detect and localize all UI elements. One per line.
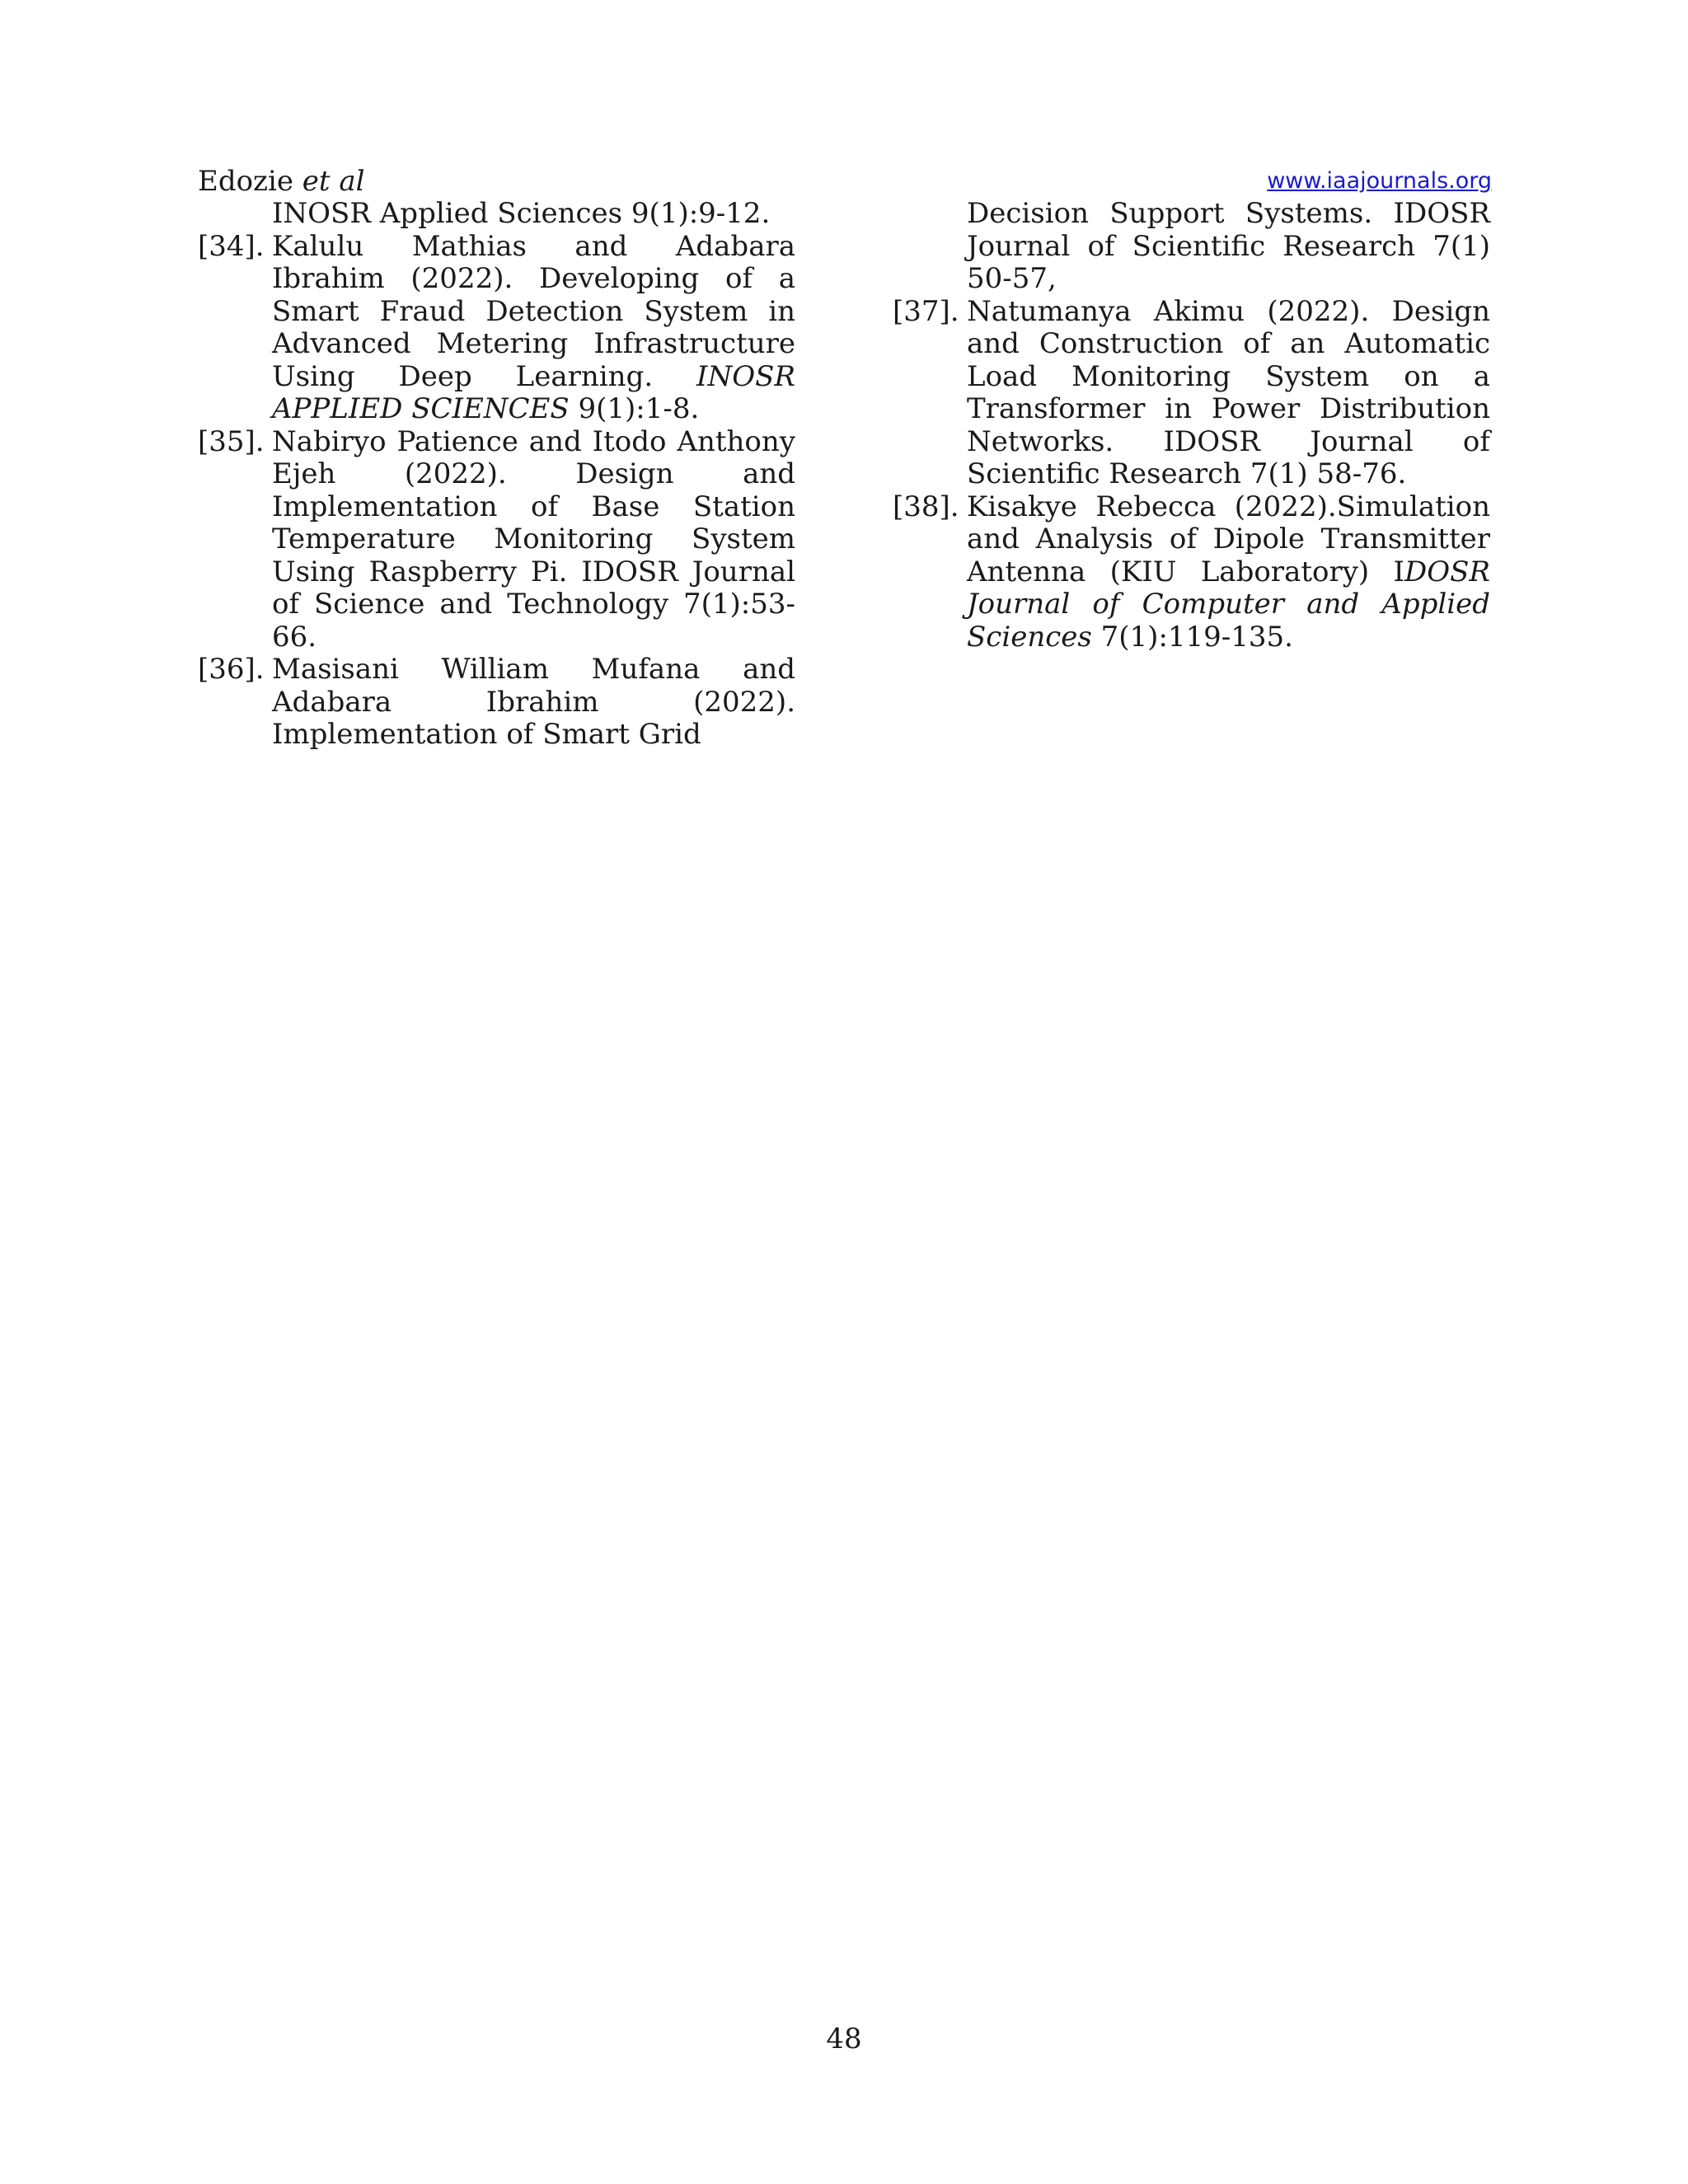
reference-item-34 (198, 231, 795, 426)
reference-text-tail: 9(1):1-8. (569, 392, 700, 425)
running-header-author (198, 163, 365, 199)
reference-continuation: INOSR Applied Sciences 9(1):9-12. (272, 197, 771, 230)
reference-text: Masisani William Mufana and Adabara Ibrahim (2022). Implementation of Smart Grid (272, 653, 795, 751)
reference-number: [35]. (198, 424, 265, 458)
reference-journal-italic: DOSR Journal of Computer and Applied Sciences (967, 555, 1490, 654)
reference-item-37 (893, 296, 1490, 491)
references-column-left (198, 198, 795, 752)
reference-item-35 (198, 426, 795, 654)
reference-text: Natumanya Akimu (2022). Design and Construction of an Automatic Load Monitoring System on a Transformer in Power Distribution Networks. IDOSR Journal of Scientific Research 7(1) 58-76. (967, 294, 1490, 490)
author-name: Edozie (198, 165, 293, 198)
journal-website-link[interactable]: www.iaajournals.org (1267, 168, 1492, 194)
reference-text: Kalulu Mathias and Adabara Ibrahim (2022). Developing of a Smart Fraud Detection System in Advanced Metering Infrastructure Using Deep Learning. (272, 229, 795, 393)
reference-text: Nabiryo Patience and Itodo Anthony Ejeh (2022). Design and Implementation of Base Station Temperature Monitoring System Using Raspberry Pi. IDOSR Journal of Science and Technology 7(1):53- 66. (272, 424, 795, 654)
page-number: 48 (826, 2022, 862, 2055)
reference-text: Kisakye Rebecca (2022).Simulation and Analysis of Dipole Transmitter Antenna (KIU Laboratory) I (967, 490, 1490, 588)
reference-item-38 (893, 491, 1490, 654)
reference-number: [37]. (893, 294, 959, 328)
author-suffix: et al (302, 165, 365, 198)
reference-number: [36]. (198, 653, 265, 686)
reference-text-tail: 7(1):119-135. (1091, 620, 1293, 654)
reference-item-36 (198, 654, 795, 752)
reference-number: [34]. (198, 229, 265, 263)
reference-journal-italic: INOSR APPLIED SCIENCES (272, 359, 795, 425)
references-column-right (893, 198, 1490, 654)
reference-number: [38]. (893, 490, 959, 523)
reference-continuation: Decision Support Systems. IDOSR Journal of Scientific Research 7(1) 50-57, (967, 197, 1490, 295)
